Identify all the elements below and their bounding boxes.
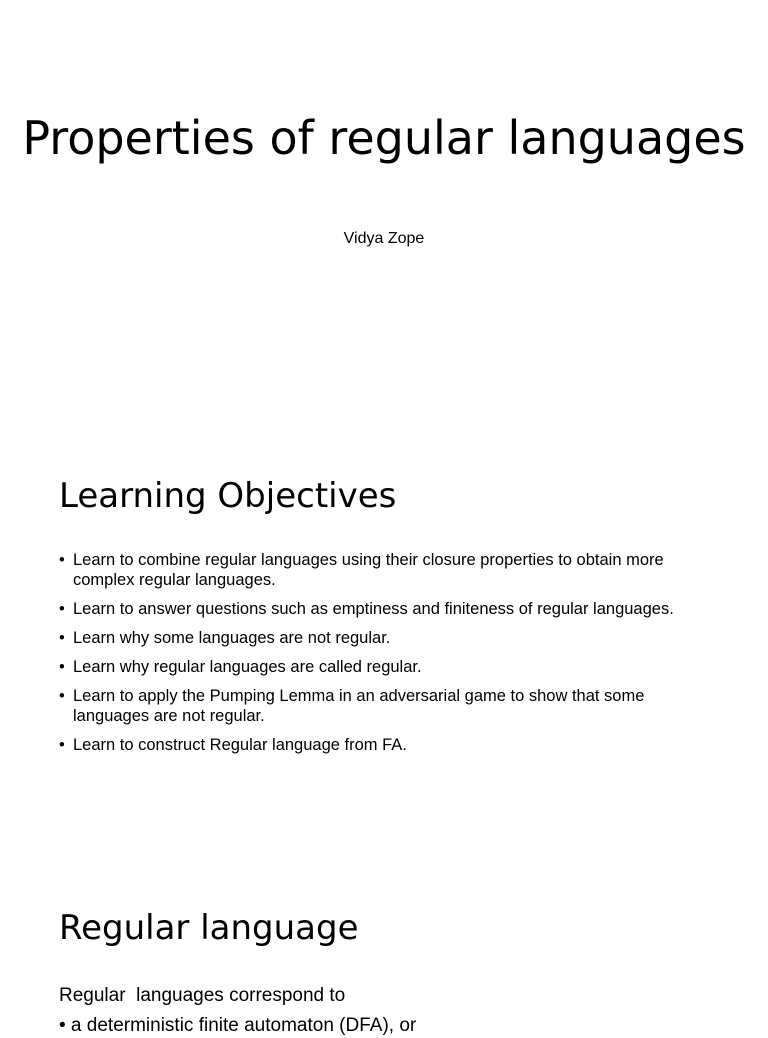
objectives-list (59, 550, 719, 764)
regular-language-slide (0, 864, 768, 1036)
list-item-text: Learn why some languages are not regular. (73, 629, 391, 647)
author-name: Vidya Zope (343, 230, 425, 247)
bullet-icon: • (59, 687, 65, 705)
regular-language-heading: Regular language (59, 908, 359, 948)
list-item (59, 599, 719, 619)
title-slide (0, 0, 768, 432)
bullet-icon: • (59, 600, 65, 618)
objectives-heading: Learning Objectives (59, 476, 397, 516)
bullet-icon: • (59, 736, 65, 754)
list-item-text: Learn to answer questions such as emptiness and finiteness of regular languages. (73, 600, 674, 618)
list-item (59, 735, 719, 755)
regular-language-cutoff-line: • a deterministic finite automaton (DFA), or (59, 1015, 417, 1036)
list-item (59, 628, 719, 648)
list-item-text: Learn to apply the Pumping Lemma in an adversarial game to show that some languages are not regular. (73, 687, 645, 725)
list-item (59, 550, 719, 590)
list-item-text: Learn why regular languages are called regular. (73, 658, 422, 676)
objectives-slide (0, 432, 768, 864)
page-title: Properties of regular languages (22, 111, 746, 165)
bullet-icon: • (59, 629, 65, 647)
list-item (59, 657, 719, 677)
list-item-text: Learn to combine regular languages using their closure properties to obtain more complex regular languages. (73, 551, 664, 589)
list-item (59, 686, 719, 726)
regular-language-body: Regular languages correspond to (59, 985, 346, 1006)
bullet-icon: • (59, 551, 65, 569)
list-item-text: Learn to construct Regular language from FA. (73, 736, 407, 754)
bullet-icon: • (59, 658, 65, 676)
